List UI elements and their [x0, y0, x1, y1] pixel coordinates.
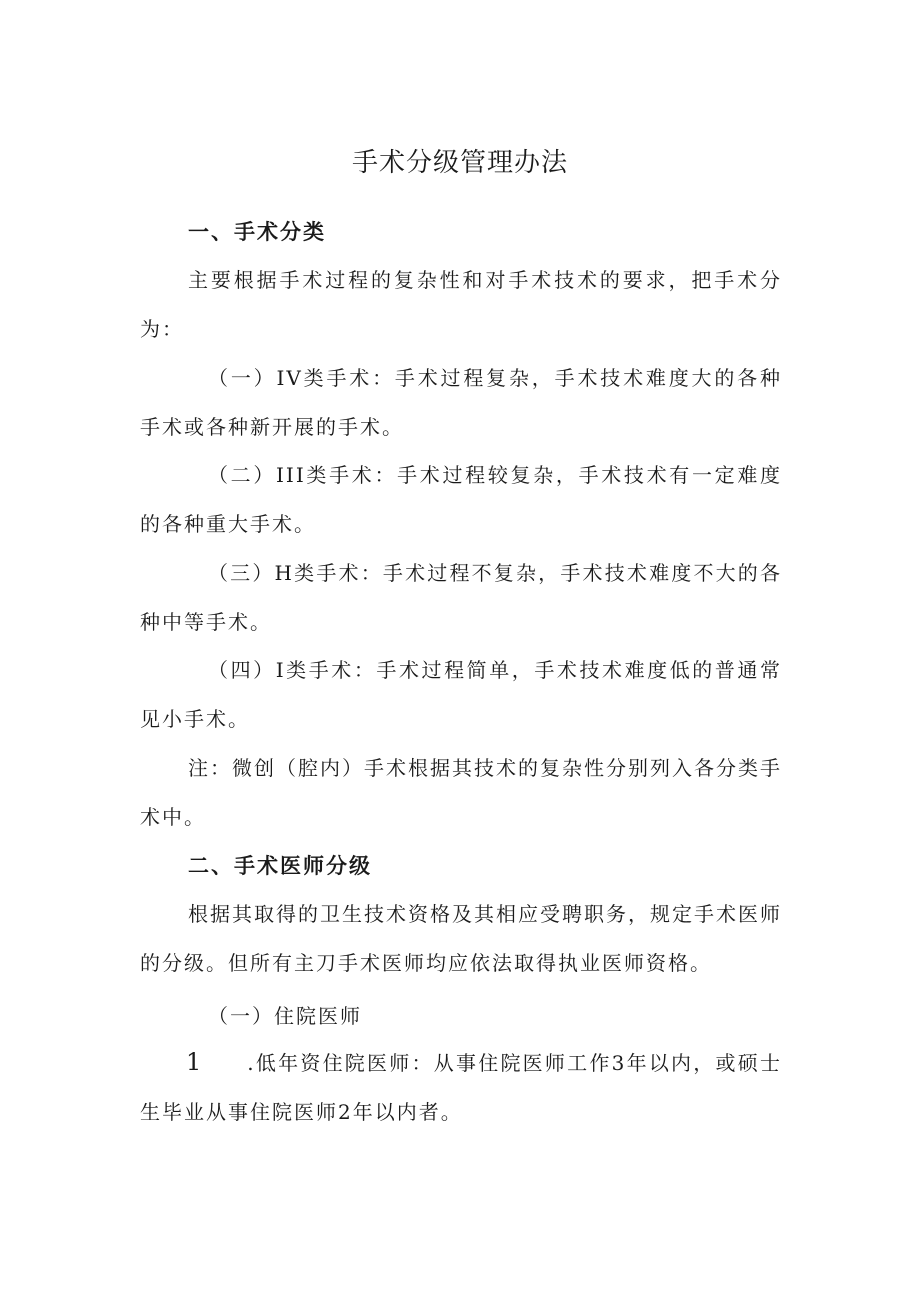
document-title: 手术分级管理办法 [351, 148, 568, 178]
paragraph-classification-intro: 主要根据手术过程的复杂性和对手术技术的要求，把手术分为： [140, 268, 782, 341]
section-heading-surgeon-grading: 二、手术医师分级 [188, 854, 372, 878]
paragraph-class-iii: （二）III类手术：手术过程较复杂，手术技术有一定难度的各种重大手术。 [140, 463, 782, 536]
paragraph-class-ii: （三）H类手术：手术过程不复杂，手术技术难度不大的各种中等手术。 [140, 561, 782, 634]
subheading-resident-physician: （一）住院医师 [208, 1004, 362, 1028]
paragraph-class-iv: （一）IV类手术：手术过程复杂，手术技术难度大的各种手术或各种新开展的手术。 [140, 366, 782, 439]
list-number: 1 [186, 1048, 202, 1076]
section-heading-surgery-classification: 一、手术分类 [188, 220, 326, 244]
junior-resident-text: .低年资住院医师：从事住院医师工作3年以内，或硕士生毕业从事住院医师2年以内者。 [140, 1051, 782, 1124]
paragraph-class-i: （四）I类手术：手术过程简单，手术技术难度低的普通常见小手术。 [140, 658, 782, 731]
paragraph-grading-intro: 根据其取得的卫生技术资格及其相应受聘职务，规定手术医师的分级。但所有主刀手术医师均应依法取得执业医师资格。 [140, 902, 782, 975]
paragraph-note: 注：微创（腔内）手术根据其技术的复杂性分别列入各分类手术中。 [140, 756, 782, 829]
paragraph-junior-resident [140, 1038, 782, 1137]
